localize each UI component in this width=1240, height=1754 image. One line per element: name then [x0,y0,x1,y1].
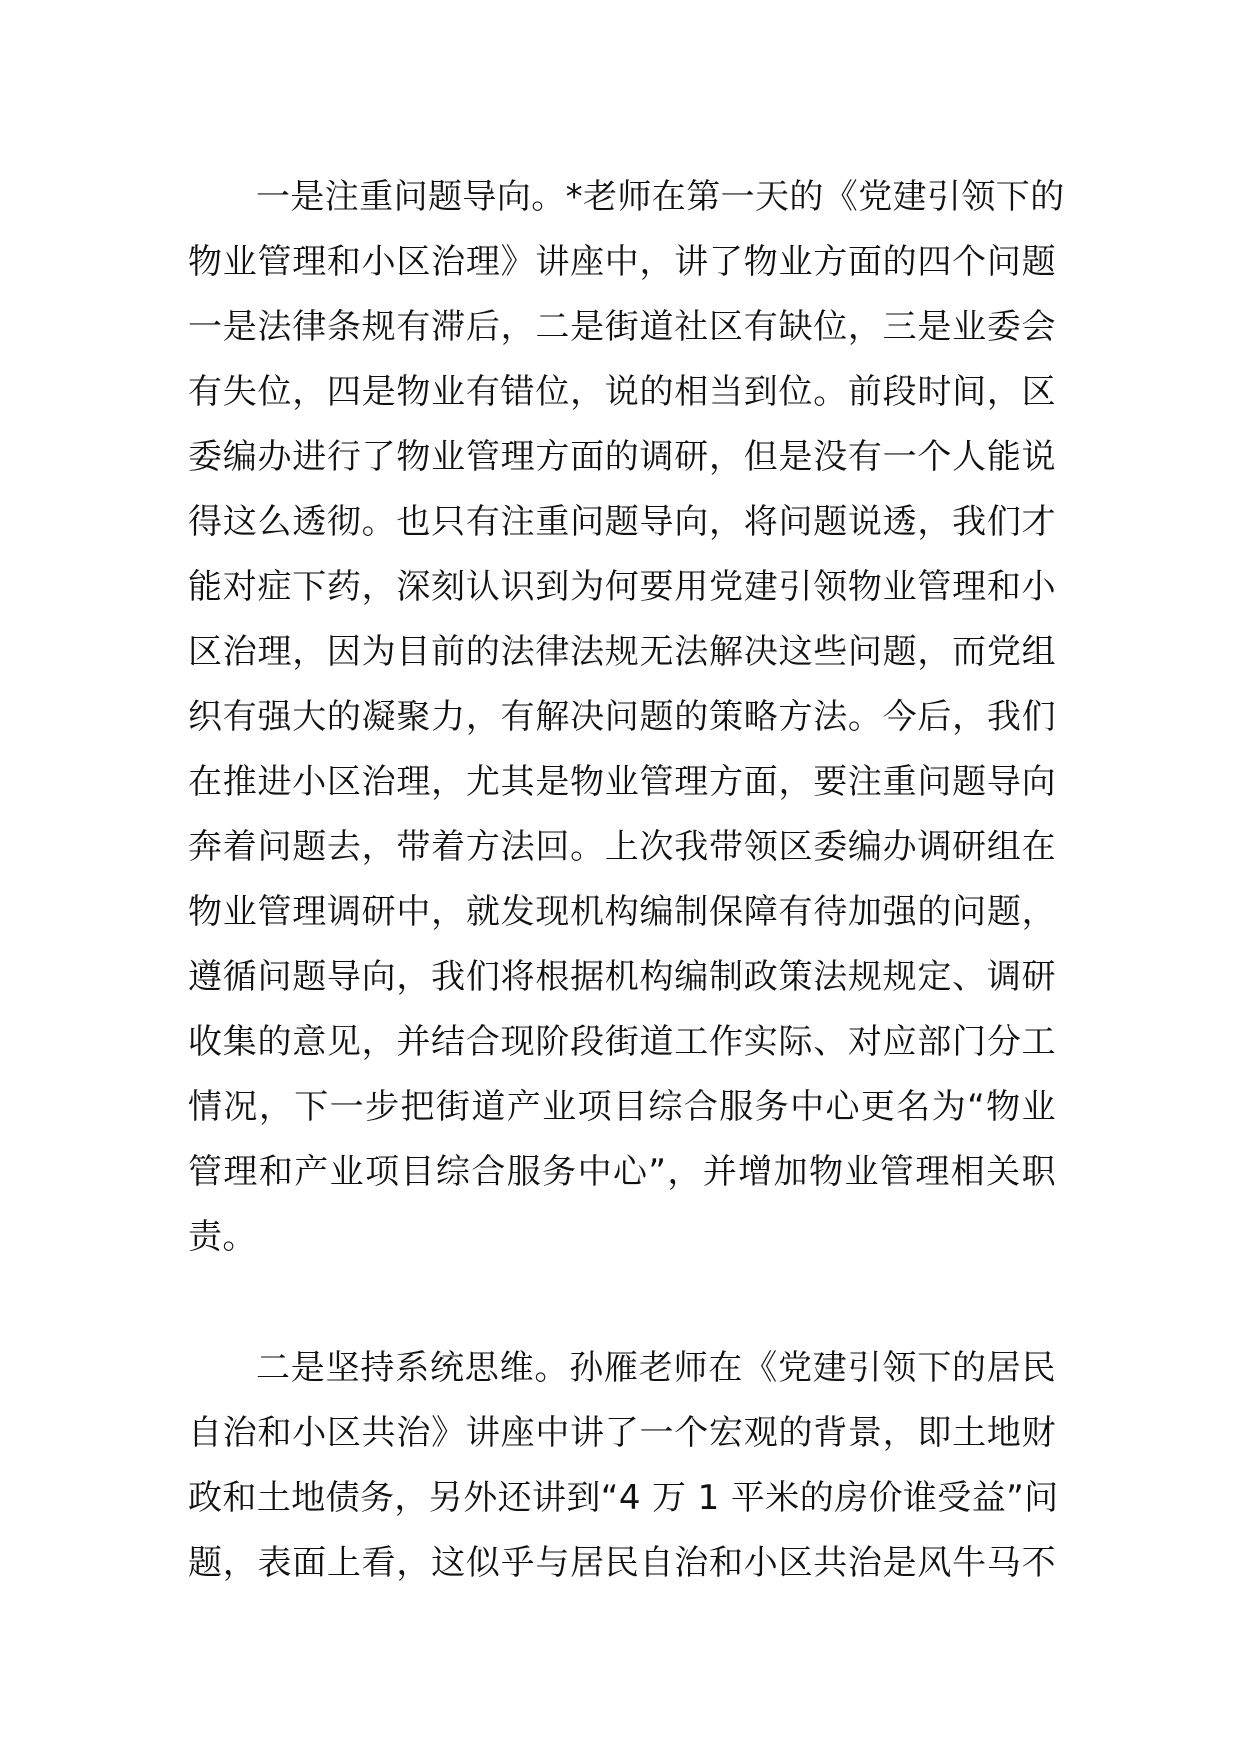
paragraph-line: 委编办进行了物业管理方面的调研，但是没有一个人能说 [188,437,1056,477]
paragraph-line: 收集的意见，并结合现阶段街道工作实际、对应部门分工 [188,1022,1056,1062]
paragraph-line: 情况，下一步把街道产业项目综合服务中心更名为“物业 [188,1087,1056,1127]
paragraph-line: 得这么透彻。也只有注重问题导向，将问题说透，我们才 [188,502,1056,542]
paragraph-line: 物业管理调研中，就发现机构编制保障有待加强的问题， [188,892,1056,932]
paragraph-line: 自治和小区共治》讲座中讲了一个宏观的背景，即土地财 [188,1413,1056,1453]
paragraph-line: 遵循问题导向，我们将根据机构编制政策法规规定、调研 [188,957,1056,997]
paragraph-line: 区治理，因为目前的法律法规无法解决这些问题，而党组 [188,632,1056,672]
paragraph-line: 二是坚持系统思维。孙雁老师在《党建引领下的居民 [256,1348,1056,1388]
paragraph-line: 能对症下药，深刻认识到为何要用党建引领物业管理和小 [188,567,1056,607]
paragraph-line: 政和土地债务，另外还讲到“4 万 1 平米的房价谁受益”问 [188,1478,1059,1518]
paragraph-line: 物业管理和小区治理》讲座中，讲了物业方面的四个问题 [188,242,1056,282]
paragraph-line: 奔着问题去，带着方法回。上次我带领区委编办调研组在 [188,827,1056,867]
paragraph-line: 在推进小区治理，尤其是物业管理方面，要注重问题导向 [188,762,1056,802]
paragraph-problem-orientation [188,165,1065,1270]
paragraph-line: 织有强大的凝聚力，有解决问题的策略方法。今后，我们 [188,697,1056,737]
paragraph-line: 一是法律条规有滞后，二是街道社区有缺位，三是业委会 [188,307,1056,347]
paragraph-line: 管理和产业项目综合服务中心”，并增加物业管理相关职 [188,1152,1056,1192]
paragraph-line: 有失位，四是物业有错位，说的相当到位。前段时间，区 [188,372,1056,412]
paragraph-line: 题，表面上看，这似乎与居民自治和小区共治是风牛马不 [188,1543,1056,1583]
paragraph-line: 责。 [188,1217,257,1257]
paragraph-line: 一是注重问题导向。*老师在第一天的《党建引领下的 [256,177,1065,217]
paragraph-systems-thinking [188,1336,1059,1596]
